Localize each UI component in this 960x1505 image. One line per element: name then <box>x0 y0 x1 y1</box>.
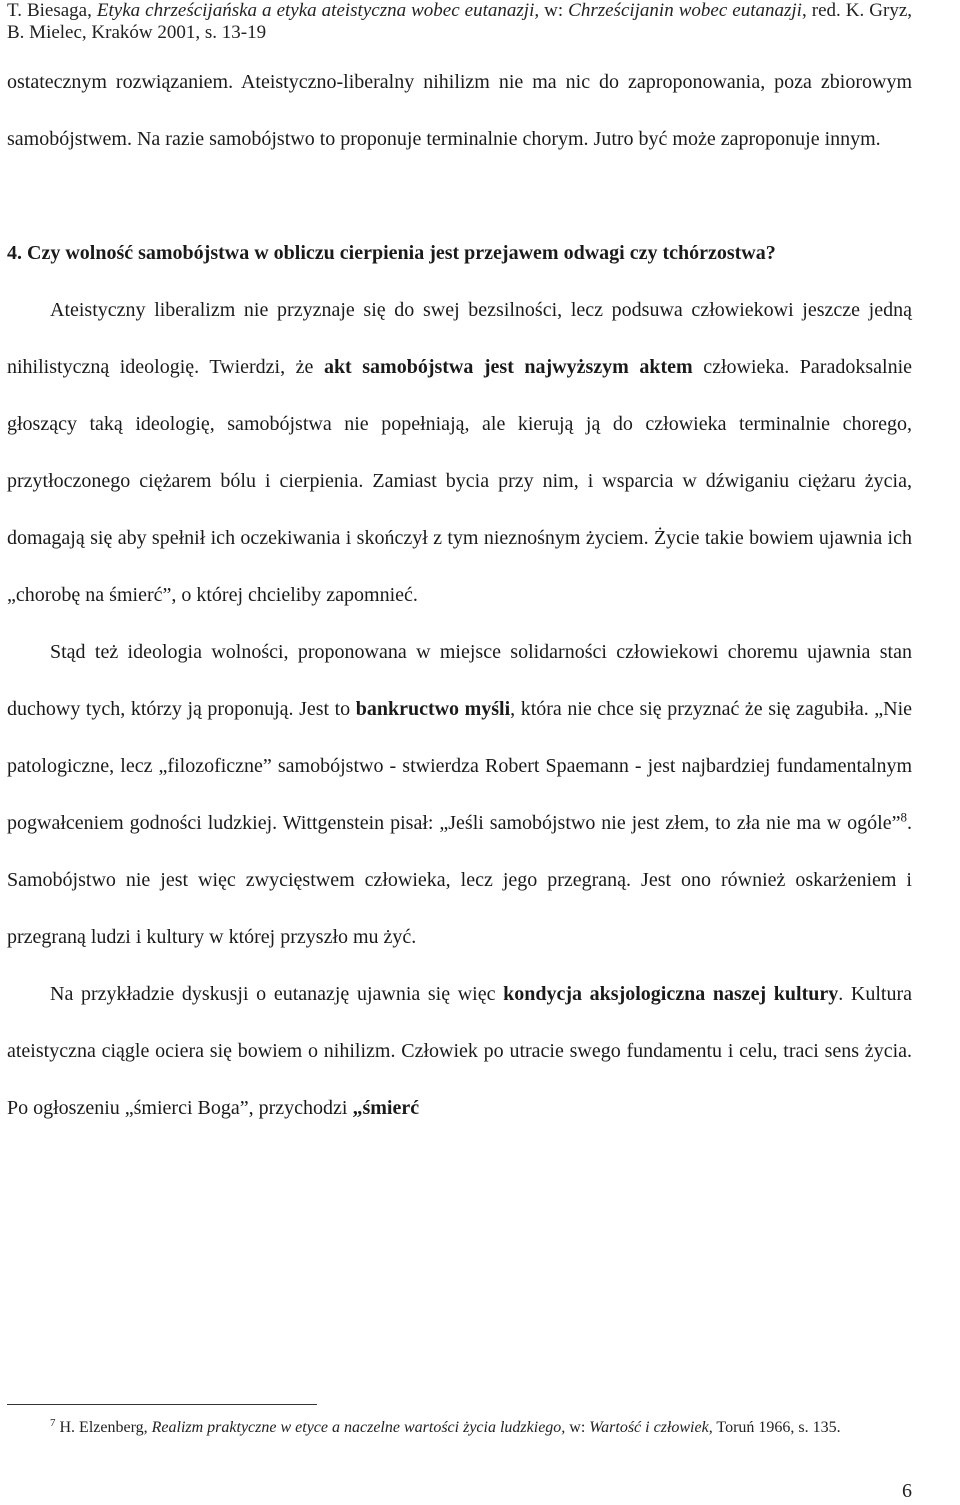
paragraph-2-text-c: człowieka. Paradoksalnie głoszący taką ideologię, samobójstwa nie popełniają, ale kierują ją do człowieka terminalnie chorego, przytłoczonego ciężarem bólu i cierpienia. Zamiast bycia przy nim, i wsparcia w dźwiganiu ciężaru życia, domagają się aby spełnił ich oczekiwania i skończył z tym nieznośnym życiem. Życie takie bowiem ujawnia ich „chorobę na śmierć”, o której chcieliby zapomnieć. <box>7 356 912 606</box>
footnote-reference-8[interactable]: 8 <box>900 809 907 825</box>
header-title: Etyka chrześcijańska a etyka ateistyczna wobec eutanazji, <box>96 0 540 21</box>
section-heading: 4. Czy wolność samobójstwa w obliczu cierpienia jest przejawem odwagi czy tchórzostwa? <box>7 242 776 264</box>
header-author: T. Biesaga, <box>7 0 97 21</box>
header-rest: , red. K. Gryz, B. Mielec, Kraków 2001, s. 13-19 <box>7 0 913 43</box>
paragraph-2 <box>7 282 912 624</box>
paragraph-3-text-a: Stąd też ideologia wolności, proponowana w miejsce solidarności człowiekowi choremu ujawnia stan duchowy tych, którzy ją proponują. Jest to <box>7 641 912 720</box>
footnote-separator <box>7 1404 317 1405</box>
footnote-title: Realizm praktyczne w etyce a naczelne wartości życia ludzkiego, <box>151 1419 566 1436</box>
footnote-number: 7 <box>50 1416 56 1429</box>
footnote-7 <box>7 1417 912 1439</box>
header-book: Chrześcijanin wobec eutanazji <box>568 0 802 21</box>
footnote-rest: Toruń 1966, s. 135. <box>712 1419 841 1436</box>
paragraph-4-text-a: Na przykładzie dyskusji o eutanazję ujawnia się więc <box>50 983 504 1005</box>
paragraph-2-text-a: Ateistyczny liberalizm nie przyznaje się do swej bezsilności, lecz podsuwa człowiekowi jeszcze jedną nihilistyczną ideologię. Twierdzi, że <box>7 299 912 378</box>
paragraph-1: ostatecznym rozwiązaniem. Ateistyczno-liberalny nihilizm nie ma nic do zaproponowania, poza zbiorowym samobójstwem. Na razie samobójstwo to proponuje terminalnie chorym. Jutro być może zaproponuje innym. <box>7 71 912 150</box>
paragraph-4-text-c: . Kultura ateistyczna ciągle ociera się bowiem o nihilizm. Człowiek po utracie swego fundamentu i celu, traci sens życia. Po ogłoszeniu „śmierci Boga”, przychodzi <box>7 983 913 1119</box>
paragraph-2-bold: akt samobójstwa jest najwyższym aktem <box>323 356 693 378</box>
paragraph-4-bold: kondycja aksjologiczna naszej kultury <box>503 983 839 1005</box>
paragraph-3-text-c: , która nie chce się przyznać że się zagubiła. „Nie patologiczne, lecz „filozoficzne” samobójstwo - stwierdza Robert Spaemann - jest najbardziej fundamentalnym pogwałceniem godności ludzkiej. Wittgenstein pisał: „Jeśli samobójstwo nie jest złem, to zła nie ma w ogóle” <box>7 698 913 834</box>
paragraph-4 <box>7 966 912 1137</box>
paragraph-3-bold: bankructwo myśli <box>355 698 511 720</box>
footnote-author: H. Elzenberg, <box>59 1419 152 1436</box>
paragraph-4-bold-end: „śmierć <box>352 1097 420 1119</box>
header-in: w: <box>539 0 569 21</box>
paragraph-3-text-d: . Samobójstwo nie jest więc zwycięstwem człowieka, lecz jego przegraną. Jest ono również oskarżeniem i przegraną ludzi i kultury w której przyszło mu żyć. <box>7 812 912 948</box>
footnote-book: Wartość i człowiek, <box>589 1419 713 1436</box>
main-text <box>7 54 912 1137</box>
running-header <box>7 0 912 44</box>
footnote-in: w: <box>565 1419 590 1436</box>
paragraph-3 <box>7 624 912 966</box>
page-number: 6 <box>902 1480 912 1502</box>
